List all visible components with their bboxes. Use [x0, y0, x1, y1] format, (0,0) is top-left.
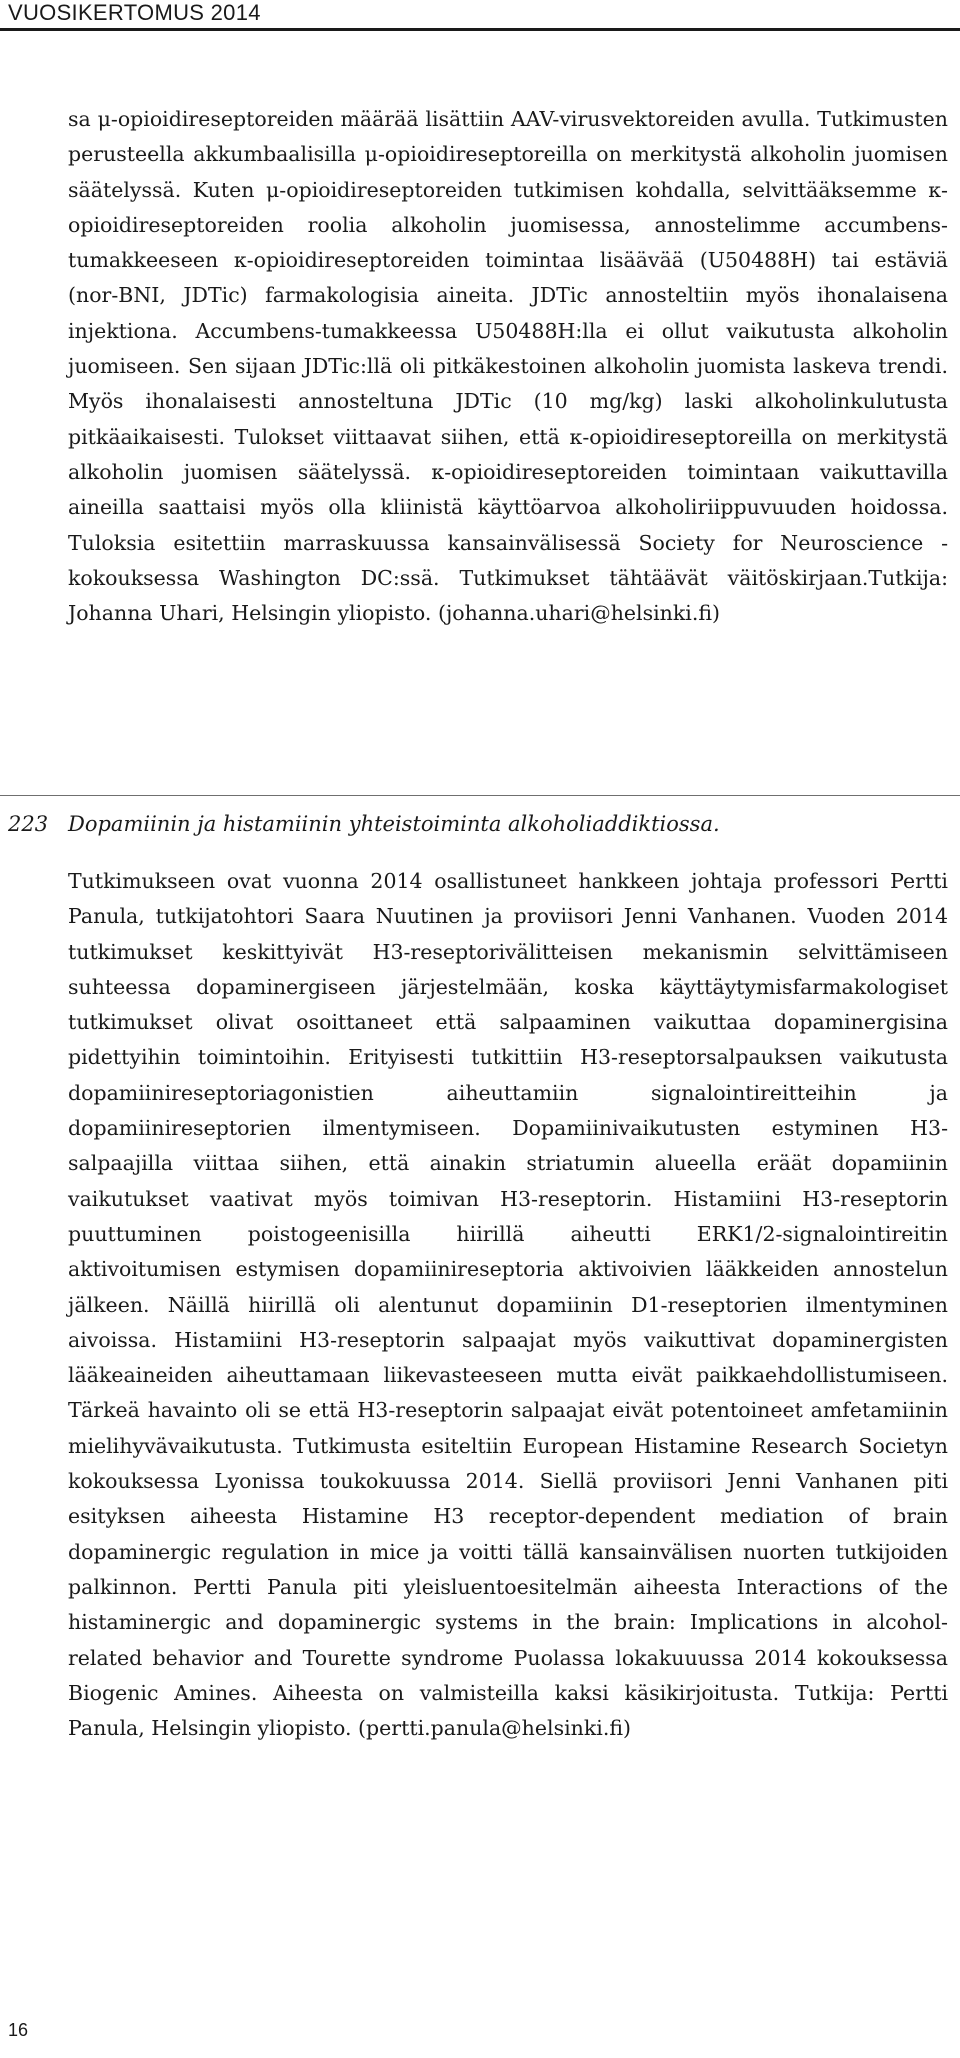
continuation-paragraph: sa μ-opioidireseptoreiden määrää lisättiin AAV-virusvektoreiden avulla. Tutkimusten perusteella akkumbaalisilla μ-opioidireseptoreilla on merkitystä alkoholin juomisen säätelyssä. Kuten μ-opioidireseptoreiden tutkimisen kohdalla, selvittääksemme κ-opioidireseptoreiden roolia alkoholin juomisessa, annostelimme accumbens-tumakkeeseen κ-opioidireseptoreiden toimintaa lisäävää (U50488H) tai estäviä (nor-BNI, JDTic) farmakologisia aineita. JDTic annosteltiin myös ihonalaisena injektiona. Accumbens-tumakkeessa U50488H:lla ei ollut vaikutusta alkoholin juomiseen. Sen sijaan JDTic:llä oli pitkäkestoinen alkoholin juomista laskeva trendi. Myös ihonalaisesti annosteltuna JDTic (10 mg/kg) laski alkoholinkulutusta pitkäaikaisesti. Tulokset viittaavat siihen, että κ-opioidireseptoreilla on merkitystä alkoholin juomisen säätelyssä. κ-opioidireseptoreiden toimintaan vaikuttavilla aineilla saattaisi myös olla kliinistä käyttöarvoa alkoholiriippuvuuden hoidossa. Tuloksia esitettiin marraskuussa kansainvälisessä Society for Neuroscience -kokouksessa Washington DC:ssä. Tutkimukset tähtäävät väitöskirjaan.Tutkija: Johanna Uhari, Helsingin yliopisto. (johanna.uhari@helsinki.fi)	[68, 107, 948, 626]
report-title: VUOSIKERTOMUS 2014	[8, 0, 261, 25]
section-divider	[0, 795, 960, 796]
section-title: Dopamiinin ja histamiinin yhteistoiminta alkoholiaddiktiossa.	[68, 812, 720, 836]
page-number: 16	[8, 2020, 29, 2040]
header-rule	[0, 28, 960, 31]
section-body-paragraph: Tutkimukseen ovat vuonna 2014 osallistuneet hankkeen johtaja professori Pertti Panula, tutkijatohtori Saara Nuutinen ja proviisori Jenni Vanhanen. Vuoden 2014 tutkimukset keskittyivät H3-reseptorivälitteisen mekanismin selvittämiseen suhteessa dopaminergiseen järjestelmään, koska käyttäytymisfarmakologiset tutkimukset olivat osoittaneet että salpaaminen vaikuttaa dopaminergisina pidettyihin toimintoihin. Erityisesti tutkittiin H3-reseptorsalpauksen vaikutusta dopamiinireseptoriagonistien aiheuttamiin signalointireitteihin ja dopamiinireseptorien ilmentymiseen. Dopamiinivaikutusten estyminen H3-salpaajilla viittaa siihen, että ainakin striatumin alueella eräät dopamiinin vaikutukset vaativat myös toimivan H3-reseptorin. Histamiini H3-reseptorin puuttuminen poistogeenisilla hiirillä aiheutti ERK1/2-signalointireitin aktivoitumisen estymisen dopamiinireseptoria aktivoivien lääkkeiden annostelun jälkeen. Näillä hiirillä oli alentunut dopamiinin D1-reseptorien ilmentyminen aivoissa. Histamiini H3-reseptorin salpaajat myös vaikuttivat dopaminergisten lääkeaineiden aiheuttamaan liikevasteeseen mutta eivät paikkaehdollistumiseen. Tärkeä havainto oli se että H3-reseptorin salpaajat eivät potentoineet amfetamiinin mielihyvävaikutusta. Tutkimusta esiteltiin European Histamine Research Societyn kokouksessa Lyonissa toukokuussa 2014. Siellä proviisori Jenni Vanhanen piti esityksen aiheesta Histamine H3 receptor-dependent mediation of brain dopaminergic regulation in mice ja voitti tällä kansainvälisen nuorten tutkijoiden palkinnon. Pertti Panula piti yleisluentoesitelmän aiheesta Interactions of the histaminergic and dopaminergic systems in the brain: Implications in alcohol-related behavior and Tourette syndrome Puolassa lokakuuussa 2014 kokouksessa Biogenic Amines. Aiheesta on valmisteilla kaksi käsikirjoitusta. Tutkija: Pertti Panula, Helsingin yliopisto. (pertti.panula@helsinki.fi)	[68, 869, 948, 1741]
page-header	[0, 0, 960, 38]
section-number: 223	[8, 812, 49, 836]
